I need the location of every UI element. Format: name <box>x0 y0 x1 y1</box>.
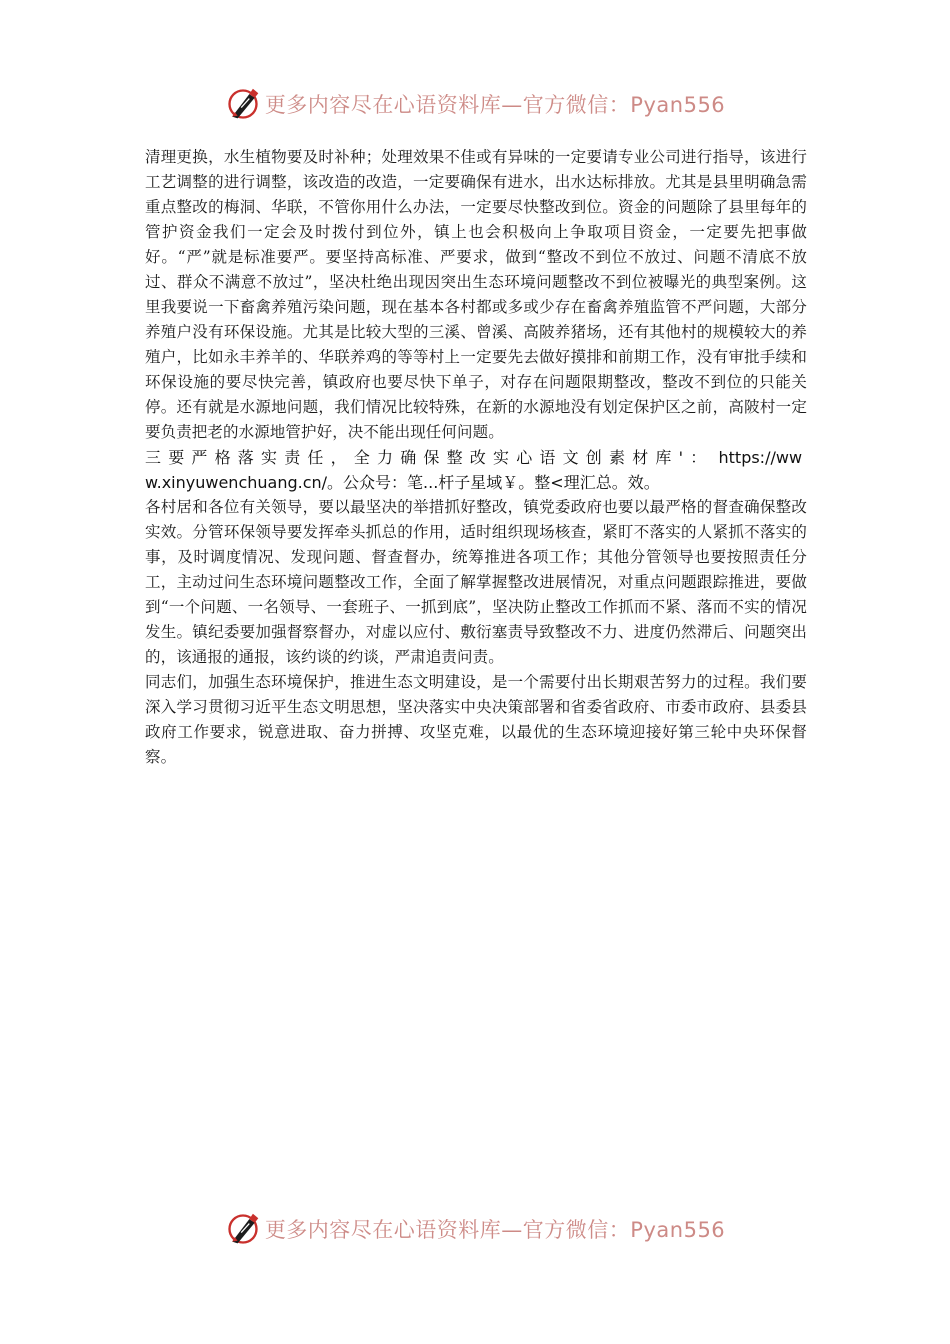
watermark-text: 更多内容尽在心语资料库—官方微信：Pyan556 <box>264 1218 726 1242</box>
section-heading-responsibility <box>145 445 807 495</box>
heading-title-text: 三要严格落实责任，全力确保整改实心语文创素材库'： <box>145 448 714 467</box>
watermark-text: 更多内容尽在心语资料库—官方微信：Pyan556 <box>264 93 726 117</box>
paragraph-leadership-duties: 各村居和各位有关领导，要以最坚决的举措抓好整改，镇党委政府也要以最严格的督查确保整改实效。分管环保领导要发挥牵头抓总的作用，适时组织现场核查，紧盯不落实的人紧抓不落实的事，及时调度情况、发现问题、督查督办，统筹推进各项工作；其他分管领导也要按照责任分工，主动过问生态环境问题整改工作，全面了解掌握整改进展情况，对重点问题跟踪推进，要做到“一个问题、一名领导、一套班子、一抓到底”，坚决防止整改工作抓而不紧、落而不实的情况发生。镇纪委要加强督察督办，对虚以应付、敷衍塞责导致整改不力、进度仍然滞后、问题突出的，该通报的通报，该约谈的约谈，严肃追责问责。 <box>145 498 807 666</box>
pen-nib-logo-icon <box>225 86 261 122</box>
footer-watermark-banner <box>0 1209 950 1249</box>
pen-nib-logo-icon <box>225 1211 261 1247</box>
paragraph-rectification-standards: 清理更换，水生植物要及时补种；处理效果不佳或有异味的一定要请专业公司进行指导，该进行工艺调整的进行调整，该改造的改造，一定要确保有进水，出水达标排放。尤其是县里明确急需重点整改的梅洞、华联，不管你用什么办法，一定要尽快整改到位。资金的问题除了县里每年的管护资金我们一定会及时拨付到位外，镇上也会积极向上争取项目资金，一定要先把事做好。“严”就是标准要严。要坚持高标准、严要求，做到“整改不到位不放过、问题不清底不放过、群众不满意不放过”，坚决杜绝出现因突出生态环境问题整改不到位被曝光的典型案例。这里我要说一下畜禽养殖污染问题，现在基本各村都或多或少存在畜禽养殖监管不严问题，大部分养殖户没有环保设施。尤其是比较大型的三溪、曾溪、高陂养猪场，还有其他村的规模较大的养殖户，比如永丰养羊的、华联养鸡的等等村上一定要先去做好摸排和前期工作，没有审批手续和环保设施的要尽快完善，镇政府也要尽快下单子，对存在问题限期整改，整改不到位的只能关停。还有就是水源地问题，我们情况比较特殊，在新的水源地没有划定保护区之前，高陂村一定要负责把老的水源地管护好，决不能出现任何问题。 <box>145 148 807 441</box>
header-watermark-banner <box>0 84 950 124</box>
paragraph-conclusion: 同志们，加强生态环境保护，推进生态文明建设，是一个需要付出长期艰苦努力的过程。我们要深入学习贯彻习近平生态文明思想，坚决落实中央决策部署和省委省政府、市委市政府、县委县政府工作要求，锐意进取、奋力拼搏、攻坚克难，以最优的生态环境迎接好第三轮中央环保督察。 <box>145 673 807 766</box>
heading-url-text: https://www.xinyuwenchuang.cn/。公众号：笔...杆子星域￥。整<理汇总。效。 <box>145 448 803 492</box>
document-body <box>145 145 807 770</box>
